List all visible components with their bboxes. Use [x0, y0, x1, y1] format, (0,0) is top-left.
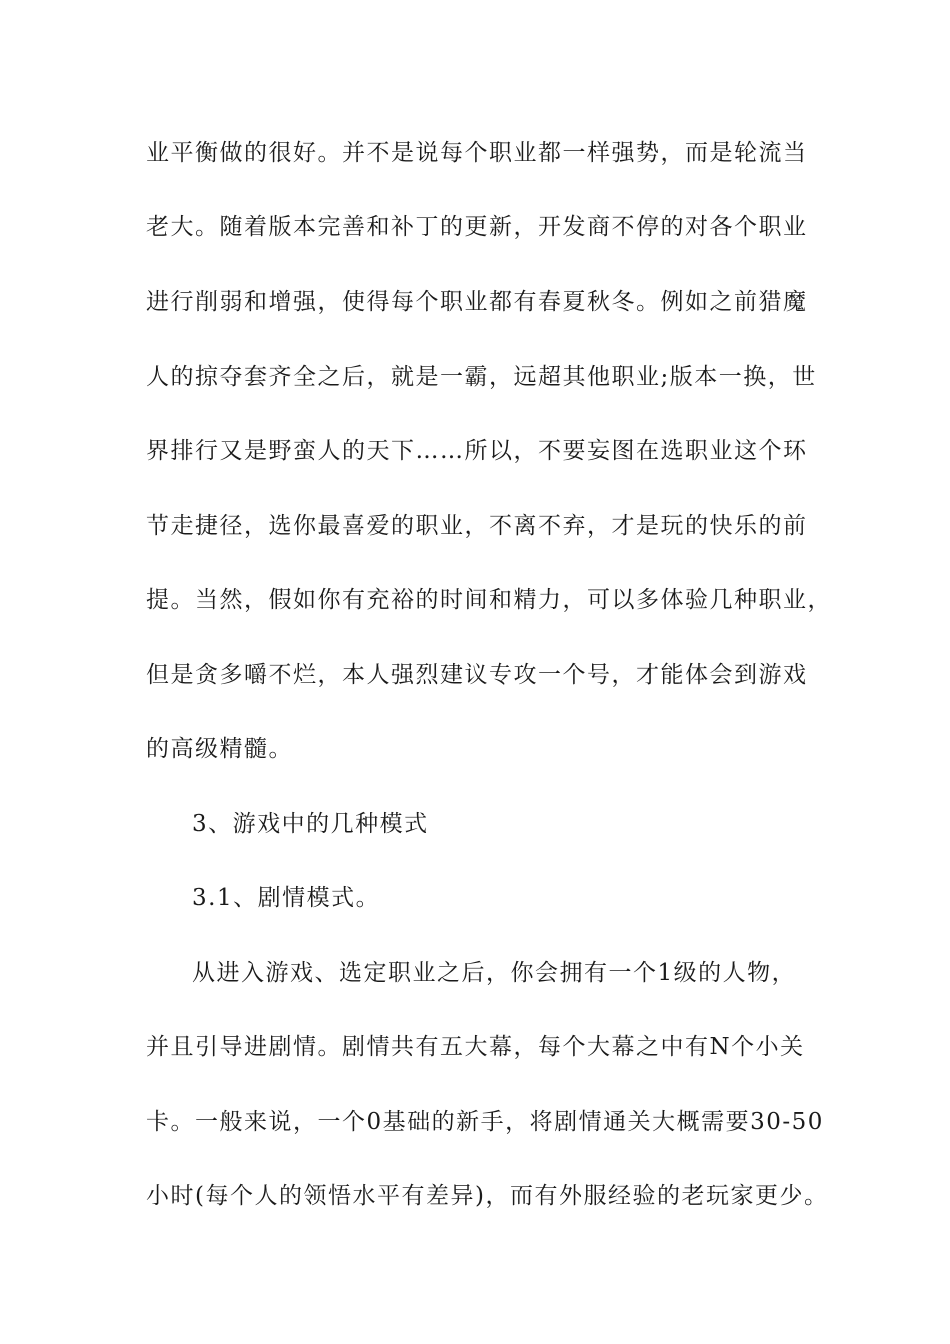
- paragraph-line: 的高级精髓。: [146, 736, 293, 762]
- paragraph-line: 但是贪多嚼不烂，本人强烈建议专攻一个号，才能体会到游戏: [146, 662, 808, 688]
- paragraph-line: 人的掠夺套齐全之后，就是一霸，远超其他职业;版本一换，世: [146, 364, 817, 390]
- paragraph-line: 业平衡做的很好。并不是说每个职业都一样强势，而是轮流当: [146, 140, 808, 166]
- paragraph-line: 老大。随着版本完善和补丁的更新，开发商不停的对各个职业: [146, 214, 808, 240]
- paragraph-line: 界排行又是野蛮人的天下……所以，不要妄图在选职业这个环: [146, 438, 808, 464]
- paragraph-line: 卡。一般来说，一个0基础的新手，将剧情通关大概需要30-50: [146, 1109, 824, 1135]
- paragraph-line: 小时(每个人的领悟水平有差异)，而有外服经验的老玩家更少。: [146, 1183, 829, 1209]
- section-heading: 3、游戏中的几种模式: [192, 811, 429, 837]
- paragraph-line: 并且引导进剧情。剧情共有五大幕，每个大幕之中有N个小关: [146, 1034, 805, 1060]
- paragraph-line: 从进入游戏、选定职业之后，你会拥有一个1级的人物，: [192, 960, 797, 986]
- paragraph-line: 节走捷径，选你最喜爱的职业，不离不弃，才是玩的快乐的前: [146, 513, 808, 539]
- paragraph-line: 提。当然，假如你有充裕的时间和精力，可以多体验几种职业，: [146, 587, 832, 613]
- subsection-heading: 3.1、剧情模式。: [192, 885, 381, 911]
- paragraph-line: 进行削弱和增强，使得每个职业都有春夏秋冬。例如之前猎魔: [146, 289, 808, 315]
